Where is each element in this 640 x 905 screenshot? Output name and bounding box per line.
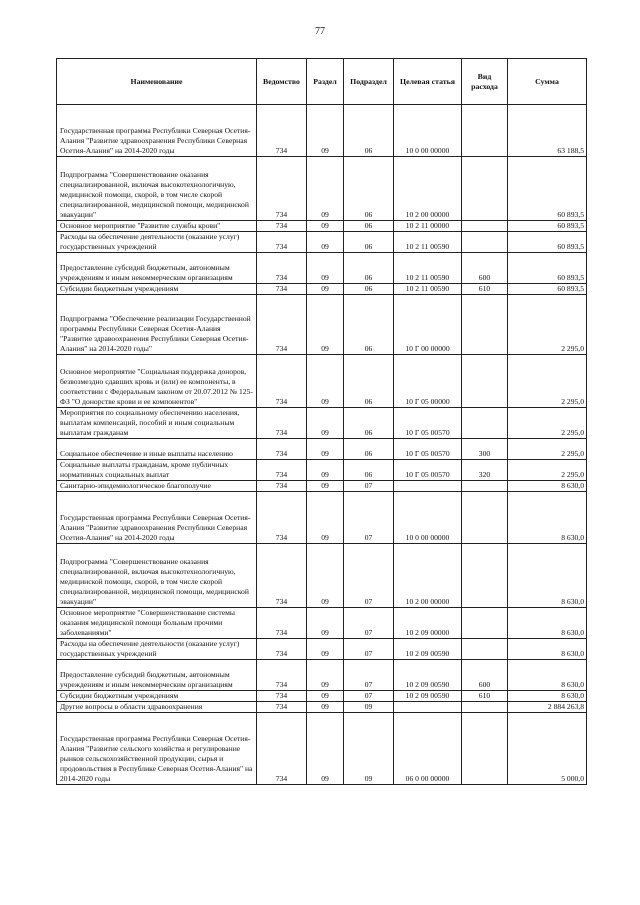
row-section: 09 [307, 232, 344, 253]
table-row [57, 691, 587, 702]
row-target: 10 Г 05 00570 [394, 460, 462, 481]
row-target: 10 2 09 00590 [394, 639, 462, 660]
row-name: Основное мероприятие "Развитие службы крови" [57, 221, 257, 232]
row-name: Подпрограмма "Совершенствование оказания специализированной, включая высокотехнологичную, медицинской помощи, скорой, в том числе скорой специализированной, медицинской помощи, медицинской эвакуации" [57, 544, 257, 608]
row-target [394, 481, 462, 492]
row-dept: 734 [257, 408, 307, 439]
row-dept: 734 [257, 295, 307, 355]
row-name: Подпрограмма "Обеспечение реализации Государственной программы Республики Северная Осетия-Алания "Развитие здравоохранения Республики Северная Осетия-Алания" на 2014-2020 годы" [57, 295, 257, 355]
table-row [57, 439, 587, 460]
row-exp-type [462, 608, 508, 639]
row-name: Социальное обеспечение и иные выплаты населению [57, 439, 257, 460]
row-amount: 2 295,0 [508, 439, 587, 460]
row-name: Предоставление субсидий бюджетным, автономным учреждениям и иным некоммерческим организациям [57, 660, 257, 691]
row-section: 09 [307, 221, 344, 232]
row-exp-type [462, 157, 508, 221]
row-target: 10 2 11 00590 [394, 284, 462, 295]
row-section: 09 [307, 284, 344, 295]
row-name: Субсидии бюджетным учреждениям [57, 691, 257, 702]
row-subsection: 09 [344, 702, 394, 713]
row-amount: 60 893,5 [508, 157, 587, 221]
row-subsection: 06 [344, 408, 394, 439]
row-dept: 734 [257, 253, 307, 284]
row-exp-type: 610 [462, 284, 508, 295]
row-target: 10 Г 00 00000 [394, 295, 462, 355]
row-subsection: 06 [344, 221, 394, 232]
table-row [57, 253, 587, 284]
row-subsection: 07 [344, 691, 394, 702]
row-amount: 2 884 263,8 [508, 702, 587, 713]
row-dept: 734 [257, 544, 307, 608]
row-amount: 2 295,0 [508, 295, 587, 355]
row-amount: 63 188,5 [508, 105, 587, 157]
row-exp-type [462, 295, 508, 355]
row-section: 09 [307, 713, 344, 785]
row-section: 09 [307, 639, 344, 660]
row-subsection: 06 [344, 439, 394, 460]
row-subsection: 06 [344, 284, 394, 295]
row-section: 09 [307, 408, 344, 439]
row-section: 09 [307, 481, 344, 492]
row-name: Государственная программа Республики Северная Осетия-Алания "Развитие сельского хозяйства и регулирование рынков сельскохозяйственной продукции, сырья и продовольствия в Республике Северная Осетия-Алания" на 2014-2020 годы [57, 713, 257, 785]
row-dept: 734 [257, 355, 307, 408]
row-amount: 60 893,5 [508, 232, 587, 253]
row-target: 10 Г 05 00570 [394, 408, 462, 439]
row-target: 10 2 11 00000 [394, 221, 462, 232]
row-dept: 734 [257, 284, 307, 295]
table-row [57, 221, 587, 232]
header-dept: Ведомство [257, 59, 307, 105]
row-subsection: 06 [344, 355, 394, 408]
row-dept: 734 [257, 439, 307, 460]
row-amount: 8 630,0 [508, 608, 587, 639]
budget-table [56, 58, 587, 785]
row-section: 09 [307, 105, 344, 157]
row-target: 10 Г 05 00570 [394, 439, 462, 460]
header-section: Раздел [307, 59, 344, 105]
row-section: 09 [307, 439, 344, 460]
row-dept: 734 [257, 639, 307, 660]
row-exp-type [462, 355, 508, 408]
row-target: 06 0 00 00000 [394, 713, 462, 785]
row-amount: 5 000,0 [508, 713, 587, 785]
row-subsection: 07 [344, 639, 394, 660]
page-number: 77 [315, 26, 325, 37]
row-subsection: 07 [344, 481, 394, 492]
row-section: 09 [307, 253, 344, 284]
row-section: 09 [307, 608, 344, 639]
row-amount: 2 295,0 [508, 355, 587, 408]
table-row [57, 544, 587, 608]
row-dept: 734 [257, 460, 307, 481]
table-row [57, 408, 587, 439]
row-subsection: 06 [344, 105, 394, 157]
table-row [57, 355, 587, 408]
row-section: 09 [307, 355, 344, 408]
row-dept: 734 [257, 702, 307, 713]
table-row [57, 157, 587, 221]
row-amount: 2 295,0 [508, 408, 587, 439]
row-amount: 8 630,0 [508, 639, 587, 660]
row-name: Мероприятия по социальному обеспечению населения, выплатам компенсаций, пособий и иным социальным выплатам гражданам [57, 408, 257, 439]
row-target: 10 2 09 00000 [394, 608, 462, 639]
row-target: 10 2 09 00590 [394, 660, 462, 691]
row-subsection: 07 [344, 608, 394, 639]
row-section: 09 [307, 660, 344, 691]
header-target: Целевая статья [394, 59, 462, 105]
row-name: Социальные выплаты гражданам, кроме публичных нормативных социальных выплат [57, 460, 257, 481]
table-row [57, 608, 587, 639]
table-row [57, 492, 587, 544]
row-amount: 2 295,0 [508, 460, 587, 481]
table-row [57, 284, 587, 295]
row-name: Государственная программа Республики Северная Осетия-Алания "Развитие здравоохранения Республики Северная Осетия-Алания" на 2014-2020 годы [57, 105, 257, 157]
row-name: Другие вопросы в области здравоохранения [57, 702, 257, 713]
row-subsection: 06 [344, 460, 394, 481]
row-section: 09 [307, 702, 344, 713]
row-subsection: 06 [344, 232, 394, 253]
table-row [57, 660, 587, 691]
row-amount: 8 630,0 [508, 544, 587, 608]
row-amount: 8 630,0 [508, 691, 587, 702]
row-dept: 734 [257, 492, 307, 544]
row-dept: 734 [257, 481, 307, 492]
table-body [57, 105, 587, 785]
row-dept: 734 [257, 713, 307, 785]
row-name: Расходы на обеспечение деятельности (оказание услуг) государственных учреждений [57, 232, 257, 253]
row-section: 09 [307, 295, 344, 355]
row-target: 10 0 00 00000 [394, 105, 462, 157]
row-subsection: 07 [344, 544, 394, 608]
table-header [57, 59, 587, 105]
header-subsection: Подраздел [344, 59, 394, 105]
row-subsection: 06 [344, 295, 394, 355]
row-exp-type [462, 713, 508, 785]
row-section: 09 [307, 492, 344, 544]
row-dept: 734 [257, 691, 307, 702]
table-row [57, 295, 587, 355]
row-amount: 60 893,5 [508, 253, 587, 284]
row-target: 10 2 09 00590 [394, 691, 462, 702]
row-section: 09 [307, 691, 344, 702]
row-target: 10 Г 05 00000 [394, 355, 462, 408]
row-dept: 734 [257, 105, 307, 157]
table-row [57, 713, 587, 785]
row-amount: 60 893,5 [508, 284, 587, 295]
row-target: 10 2 00 00000 [394, 157, 462, 221]
row-name: Государственная программа Республики Северная Осетия-Алания "Развитие здравоохранения Республики Северная Осетия-Алания" на 2014-2020 годы [57, 492, 257, 544]
row-exp-type [462, 221, 508, 232]
row-amount: 8 630,0 [508, 492, 587, 544]
row-exp-type [462, 639, 508, 660]
row-name: Подпрограмма "Совершенствование оказания специализированной, включая высокотехнологичную, медицинской помощи, скорой, в том числе скорой специализированной, медицинской помощи, медицинской эвакуации" [57, 157, 257, 221]
row-name: Предоставление субсидий бюджетным, автономным учреждениям и иным некоммерческим организациям [57, 253, 257, 284]
row-subsection: 06 [344, 157, 394, 221]
header-name: Наименование [57, 59, 257, 105]
row-exp-type [462, 408, 508, 439]
table-row [57, 481, 587, 492]
row-amount: 60 893,5 [508, 221, 587, 232]
row-dept: 734 [257, 232, 307, 253]
row-dept: 734 [257, 221, 307, 232]
row-dept: 734 [257, 157, 307, 221]
header-exp-type: Вид расхода [462, 59, 508, 105]
row-section: 09 [307, 544, 344, 608]
row-exp-type: 320 [462, 460, 508, 481]
row-name: Санитарно-эпидемиологическое благополучие [57, 481, 257, 492]
row-section: 09 [307, 460, 344, 481]
table-row [57, 460, 587, 481]
row-name: Основное мероприятие "Совершенствование системы оказания медицинской помощи больным прочими заболеваниями" [57, 608, 257, 639]
row-section: 09 [307, 157, 344, 221]
row-target: 10 2 11 00590 [394, 253, 462, 284]
row-dept: 734 [257, 608, 307, 639]
table-row [57, 232, 587, 253]
row-name: Субсидии бюджетным учреждениям [57, 284, 257, 295]
row-exp-type: 600 [462, 253, 508, 284]
row-amount: 8 630,0 [508, 660, 587, 691]
row-exp-type: 600 [462, 660, 508, 691]
row-dept: 734 [257, 660, 307, 691]
row-target: 10 2 11 00590 [394, 232, 462, 253]
row-subsection: 09 [344, 713, 394, 785]
row-exp-type: 610 [462, 691, 508, 702]
row-exp-type: 300 [462, 439, 508, 460]
row-target: 10 0 00 00000 [394, 492, 462, 544]
row-name: Основное мероприятие "Социальная поддержка доноров, безвозмездно сдавших кровь и (или) ее компоненты, в соответствии с Федеральным законом от 20.07.2012 № 125-ФЗ "О донорстве крови и ее компонентов" [57, 355, 257, 408]
table-row [57, 105, 587, 157]
row-amount: 8 630,0 [508, 481, 587, 492]
row-exp-type [462, 232, 508, 253]
row-exp-type [462, 702, 508, 713]
row-name: Расходы на обеспечение деятельности (оказание услуг) государственных учреждений [57, 639, 257, 660]
row-target: 10 2 00 00000 [394, 544, 462, 608]
row-exp-type [462, 544, 508, 608]
table-row [57, 639, 587, 660]
row-subsection: 07 [344, 660, 394, 691]
header-amount: Сумма [508, 59, 587, 105]
row-target [394, 702, 462, 713]
row-exp-type [462, 105, 508, 157]
row-exp-type [462, 481, 508, 492]
row-exp-type [462, 492, 508, 544]
row-subsection: 06 [344, 253, 394, 284]
table-row [57, 702, 587, 713]
row-subsection: 07 [344, 492, 394, 544]
